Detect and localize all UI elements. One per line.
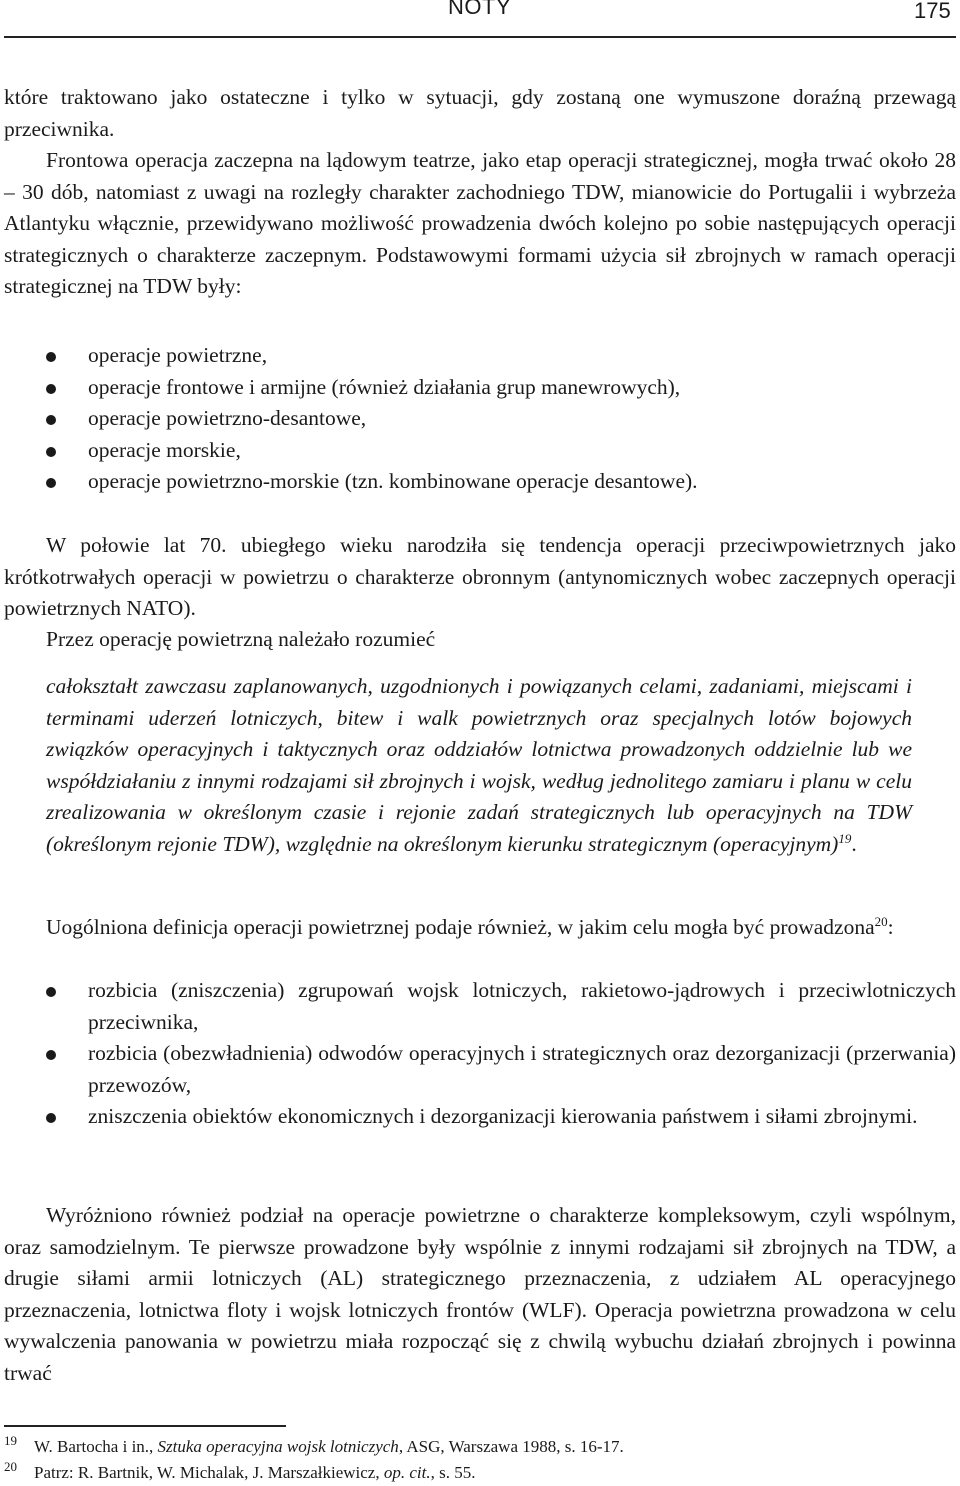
list-item: rozbicia (zniszczenia) zgrupowań wojsk lotniczych, rakietowo-jądrowych i przeciwlotniczych przeciwnika, — [4, 975, 956, 1038]
list-item: operacje frontowe i armijne (również działania grup manewrowych), — [4, 372, 956, 404]
list-item: rozbicia (obezwładnienia) odwodów operacyjnych i strategicznych oraz dezorganizacji (przerwania) przewozów, — [4, 1038, 956, 1101]
list-item: operacje powietrzno-morskie (tzn. kombinowane operacje desantowe). — [4, 466, 956, 498]
running-title: NOTY — [448, 0, 512, 19]
paragraph-6: Wyróżniono również podział na operacje powietrzne o charakterze kompleksowym, czyli wspólnym, oraz samodzielnym. Te pierwsze prowadzone były wspólnie z innymi rodzajami sił zbrojnych na TDW, a drugie siłami armii lotniczych (AL) strategicznego przeznaczenia, z udziałem AL operacyjnego przeznaczenia, lotnictwa floty i wojsk lotniczych frontów (WLF). Operacja powietrzna prowadzona w celu wywalczenia panowania w powietrzu miała rozpocząć się z chwilą wybuchu działań zbrojnych i powinna trwać — [4, 1203, 956, 1385]
header-rule — [4, 36, 956, 38]
list-item: zniszczenia obiektów ekonomicznych i dezorganizacji kierowania państwem i siłami zbrojnymi. — [4, 1101, 956, 1133]
page-number: 175 — [914, 0, 951, 23]
list-item: operacje powietrzno-desantowe, — [4, 403, 956, 435]
page-header — [0, 0, 960, 40]
bullet-icon — [46, 415, 56, 425]
forms-list — [4, 340, 956, 498]
bullet-icon — [46, 384, 56, 394]
paragraph-4: Przez operację powietrzną należało rozumieć — [46, 627, 436, 651]
bullet-icon — [46, 1050, 56, 1060]
cited-title: Sztuka operacyjna wojsk lotniczych — [157, 1437, 399, 1456]
paragraph-5: Uogólniona definicja operacji powietrznej podaje również, w jakim celu mogła być prowadzona$^{20}$: — [46, 913, 894, 939]
paragraph-1: które traktowano jako ostateczne i tylko w sytuacji, gdy zostaną one wymuszone doraźną przewagą przeciwnika. — [4, 85, 956, 141]
goals-list — [4, 975, 956, 1133]
bullet-icon — [46, 478, 56, 488]
footnote-ref-19[interactable]: 19 — [838, 830, 852, 846]
list-item: operacje powietrzne, — [4, 340, 956, 372]
bullet-icon — [46, 1113, 56, 1123]
bullet-icon — [46, 447, 56, 457]
footnote-number: 19 — [4, 1433, 17, 1448]
bullet-icon — [46, 987, 56, 997]
bullet-icon — [46, 352, 56, 362]
definition-quote: całokształt zawczasu zaplanowanych, uzgodnionych i powiązanych celami, zadaniami, miejscami i terminami uderzeń lotniczych, bitew i walk powietrznych oraz specjalnych lotów bojowych związków operacyjnych i taktycznych oraz oddziałów lotnictwa prowadzonych oddzielnie lub we współdziałaniu z innymi rodzajami sił zbrojnych i wojsk, według jednolitego zamiaru i planu w celu zrealizowania w określonym czasie i rejonie zadań strategicznych lub operacyjnych na TDW (określonym rejonie TDW), względnie na określonym kierunku strategicznym (operacyjnym)$^{19}$. — [46, 674, 912, 856]
list-item: operacje morskie, — [4, 435, 956, 467]
footnote-number: 20 — [4, 1459, 17, 1474]
footnote-rule — [4, 1425, 286, 1427]
footnote-ref-20[interactable]: 20 — [874, 913, 888, 929]
cited-title: op. cit. — [383, 1463, 431, 1482]
paragraph-3: W połowie lat 70. ubiegłego wieku narodziła się tendencja operacji przeciwpowietrznych jako krótkotrwałych operacji w powietrzu o charakterze obronnym (antynomicznych wobec zaczepnych operacji powietrznych NATO). — [4, 533, 956, 621]
paragraph-2: Frontowa operacja zaczepna na lądowym teatrze, jako etap operacji strategicznej, mogła trwać około 28 – 30 dób, natomiast z uwagi na rozległy charakter zachodniego TDW, mianowicie do Portugalii i wybrzeża Atlantyku włącznie, przewidywano możliwość prowadzenia dwóch kolejno po sobie następujących operacji strategicznych o charakterze zaczepnym. Podstawowymi formami użycia sił zbrojnych w ramach operacji strategicznej na TDW były: — [4, 148, 956, 299]
